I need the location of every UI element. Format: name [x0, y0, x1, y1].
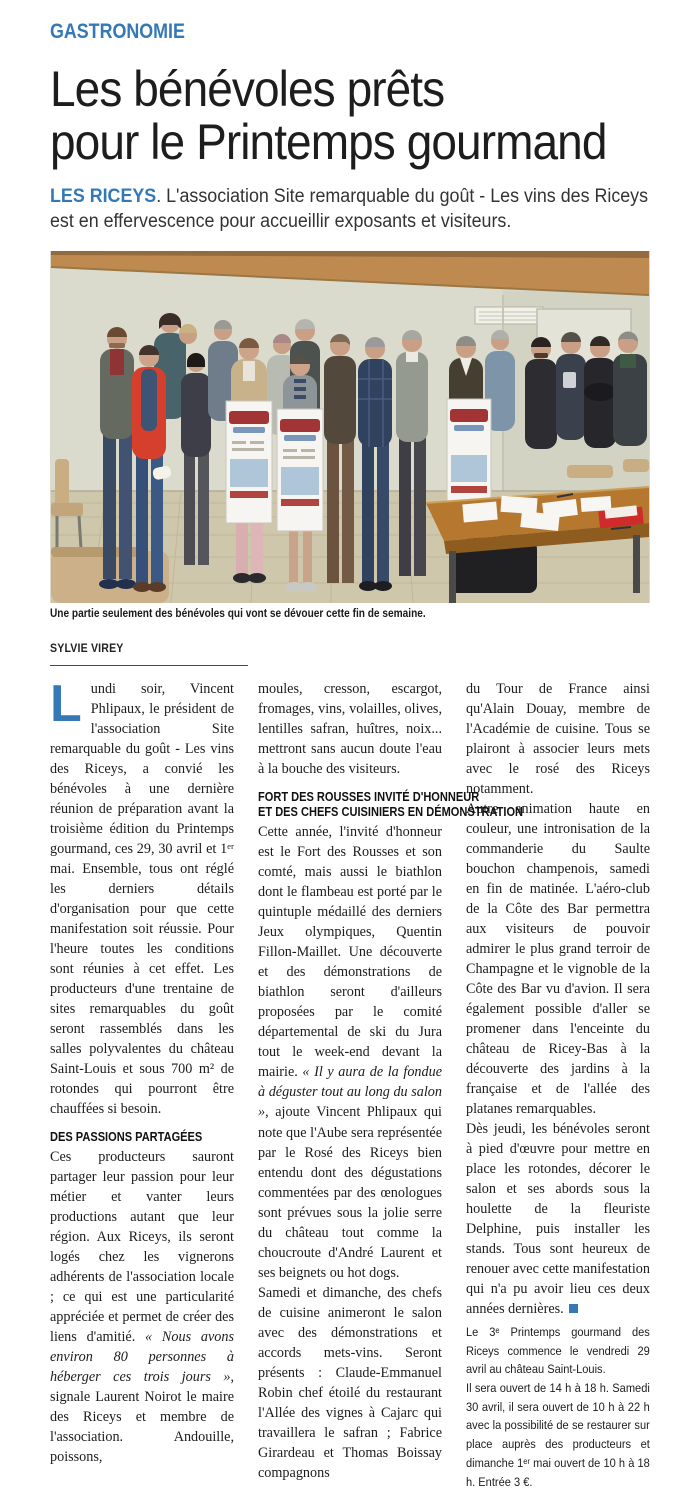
byline-block [50, 641, 248, 666]
note-line-1-text: Le 3ᵉ Printemps gourmand des Riceys commence le vendredi 29 avril au château Saint-Louis. [466, 1325, 650, 1377]
subhead-fort-line-1: FORT DES ROUSSES INVITÉ D'HONNEUR [258, 788, 480, 804]
paragraph-2-continuation: , signale Laurent Noirot le maire des Riceys et membre de l'association. Andouille, poissons, [50, 1369, 234, 1466]
headline [50, 63, 652, 169]
byline: SYLVIE VIREY [50, 640, 124, 655]
paragraph-8-text: Dès jeudi, les bénévoles seront à pied d'œuvre pour mettre en place les rotondes, décorer le salon et ses abords sous la houlette de la fleuriste Delphine, puis installer les stands. Tous sont heureux de renouer avec cette manifestation qui n'a pu avoir lieu ces deux années dernières. [466, 1120, 650, 1318]
paragraph-5 [258, 1283, 442, 1483]
paragraph-7-text: Autre animation haute en couleur, une intronisation de la commanderie du Saulte bouchon champenois, samedi en fin de matinée. L'aéro-club de la Côte des Bar permettra aux visiteurs de pouvoir admirer le plus grand terroir de Champagne et le vignoble de la Côte des Bar vu d'avion. Il sera également possible d'aller se promener dans l'enceinte du château de Ricey-Bas à la découverte des jardins à la française et de l'allée des platanes remarquables. [466, 800, 650, 1117]
paragraph-5-text: Samedi et dimanche, des chefs de cuisine animeront le salon avec des démonstrations et accords mets-vins. Seront présents : Claude-Emmanuel Robin chef étoilé du restaurant l'Allée des vignes à Cajarc qui travaillera le safran ; Fabrice Girardeau et Thomas Boissay compagnons [258, 1284, 442, 1481]
paragraph-2-text: Ces producteurs sauront partager leur passion pour leur métier et vanter leurs productions autant que leur région. Aux Riceys, ils seront logés chez les vignerons adhérents de l'association locale ; ce qui est une particularité appréciée et permet de créer des liens d'amitié. [50, 1149, 234, 1346]
paragraph-4-text: Cette année, l'invité d'honneur est le Fort des Rousses et son comté, mais aussi le biathlon dont le flambeau est porté par le quintuple médaillé des derniers Jeux olympiques, Quentin Fillon-Maillet. Une découverte et des démonstrations de biathlon seront d'ailleurs proposées par le comité départemental de ski du Jura tout le week-end devant la mairie. [258, 824, 442, 1081]
section-kicker: GASTRONOMIE [50, 20, 185, 43]
paragraph-4 [258, 822, 442, 1282]
paragraph-6-text: du Tour de France ainsi qu'Alain Douay, membre de l'Académie de cuisine. Tous se plairont à associer leurs mets avec le rosé des Riceys notamment. [466, 680, 650, 797]
standfirst [50, 184, 653, 235]
quote-1: « Nous avons environ 80 personnes à héberger ces trois jours » [50, 1329, 234, 1386]
paragraph-1-text: undi soir, Vincent Phlipaux, le président de l'association Site remarquable du goût - Les vins des Riceys, a convié les bénévoles à une dernière réunion de préparation avant la troisième édition du Printemps gourmand, ces 29, 30 avril et 1ᵉʳ mai. Ensemble, tous ont réglé les derniers détails d'organisation pour que cette manifestation soit réussie. Pour l'heure toutes les conditions sont réunies à cet effet. Les producteurs d'une trentaine de sites remarquables du goût seront rassemblés dans les salles polyvalentes du château Saint-Louis et sous 700 m² de rotondes qui pourront être chauffées si besoin. [50, 680, 234, 1117]
paragraph-7 [466, 799, 650, 1119]
paragraph-6 [466, 679, 650, 799]
subhead-fort-line-2: ET DES CHEFS CUISINIERS EN DÉMONSTRATION [258, 803, 524, 819]
subhead-passions-text: DES PASSIONS PARTAGÉES [50, 1128, 203, 1144]
standfirst-text: . L'association Site remarquable du goût - Les vins des Riceys est en effervescence pour accueillir exposants et visiteurs. [50, 186, 649, 233]
poster-b [277, 409, 323, 531]
note-line-1 [466, 1323, 650, 1379]
note-line-2 [466, 1379, 650, 1491]
end-of-article-marker [569, 1304, 578, 1313]
article-body [50, 674, 650, 1491]
paragraph-2 [50, 1147, 234, 1467]
photo-caption: Une partie seulement des bénévoles qui vont se dévouer cette fin de semaine. [50, 607, 426, 620]
paragraph-4-continuation: , ajoute Vincent Phlipaux qui note que l'Aube sera représentée par le Rosé des Riceys bien entendu dont des dégustations commentées par des œnologues sont prévues sous la jolie serre du château tout comme la choucroute d'André Laurent et ses beignets ou hot dogs. [258, 1104, 442, 1281]
headline-line-1: Les bénévoles prêts [50, 61, 445, 117]
note-line-2-text: Il sera ouvert de 14 h à 18 h. Samedi 30 avril, il sera ouvert de 10 h à 22 h avec la possibilité de se restaurer sur place auprès des producteurs et dimanche 1ᵉʳ mai ouvert de 10 h à 18 h. Entrée 3 €. [466, 1381, 650, 1489]
article-photo-illustration [50, 251, 650, 603]
paragraph-3-text: moules, cresson, escargot, fromages, vins, volailles, olives, lentilles safran, huîtres, noix... mettront sans aucun doute l'eau à la bouche des visiteurs. [258, 680, 442, 777]
standfirst-location: LES RICEYS [50, 186, 157, 207]
paragraph-8 [466, 1119, 650, 1319]
quote-2: « Il y aura de la fondue à déguster tout au long du salon » [258, 1064, 442, 1121]
column-3 [466, 679, 650, 1491]
subhead-fort-des-rousses [258, 788, 524, 820]
practical-info-note [466, 1323, 650, 1491]
article-photo [50, 251, 650, 603]
paragraph-1 [50, 674, 234, 1119]
column-1 [50, 674, 234, 1491]
headline-line-2: pour le Printemps gourmand [50, 114, 607, 170]
drop-cap: L [50, 674, 82, 733]
subhead-passions [50, 1129, 233, 1144]
column-2 [258, 679, 524, 1491]
poster-a [226, 401, 272, 523]
paragraph-3 [258, 679, 442, 779]
